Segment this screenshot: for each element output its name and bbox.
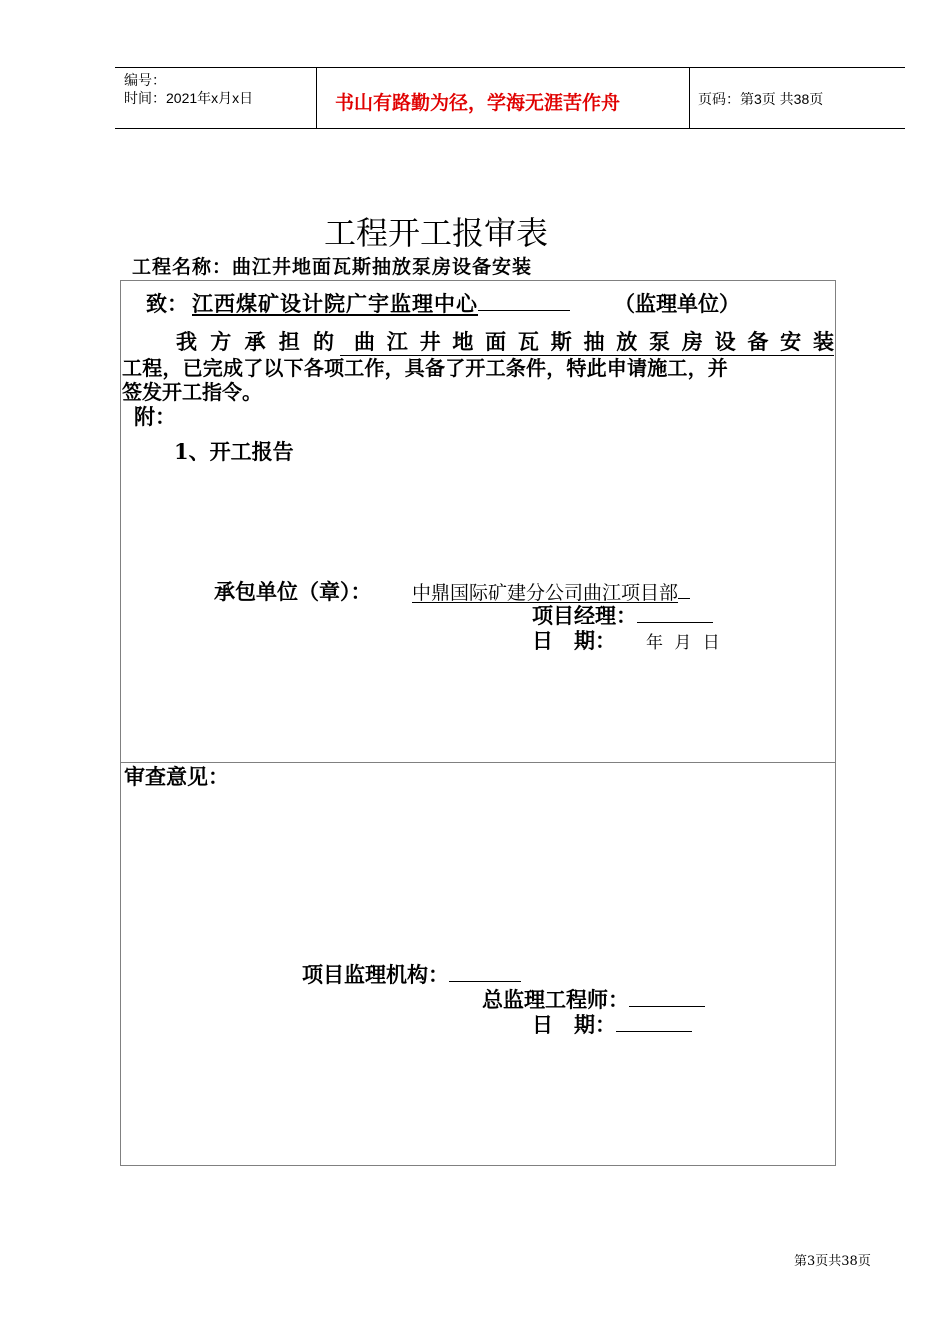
date2-blank <box>616 1013 692 1032</box>
body-char: 方 <box>210 329 232 354</box>
project-char: 泵 <box>649 329 671 354</box>
project-char: 设 <box>714 329 736 354</box>
date-label: 日 期： <box>532 628 616 653</box>
project-char: 安 <box>780 329 802 354</box>
attach-label: 附： <box>134 404 176 429</box>
header-divider-left <box>316 67 317 129</box>
header-bottom-rule <box>115 128 905 129</box>
date2-label-text: 日 期： <box>532 1012 616 1037</box>
body-line-1 <box>176 330 334 354</box>
review-label: 审查意见： <box>124 764 229 789</box>
supervision-label-text: 项目监理机构： <box>302 962 449 987</box>
body-char: 的 <box>313 329 334 354</box>
supervision-blank <box>449 963 521 982</box>
body-char: 承 <box>244 329 266 354</box>
date2-label <box>532 1013 692 1037</box>
chief-engineer-blank <box>629 988 705 1007</box>
to-value-underline <box>478 292 570 311</box>
pm-label <box>532 604 713 628</box>
header-top-rule <box>115 67 905 68</box>
project-char: 瓦 <box>517 329 539 354</box>
project-char: 面 <box>485 329 507 354</box>
chief-engineer-text: 总监理工程师： <box>482 987 629 1012</box>
pm-blank <box>637 604 713 623</box>
contractor-label: 承包单位（章）： <box>214 579 372 604</box>
to-value <box>192 292 570 316</box>
project-char: 放 <box>616 329 638 354</box>
attach-item: 1、开工报告 <box>174 439 294 464</box>
form-title: 工程开工报审表 <box>324 214 549 252</box>
body-line-3: 签发开工指令。 <box>122 380 262 404</box>
footer-page-number: 第3页共38页 <box>794 1254 871 1269</box>
pm-label-text: 项目经理： <box>532 603 637 628</box>
header-time-label: 时间：2021年x月x日 <box>124 90 254 106</box>
body-char: 担 <box>278 329 300 354</box>
project-char: 斯 <box>550 329 572 354</box>
project-char: 抽 <box>583 329 605 354</box>
contractor-value <box>412 580 690 605</box>
project-char: 地 <box>452 329 474 354</box>
body-line-2: 工程，已完成了以下各项工作，具备了开工条件，特此申请施工，并 <box>122 356 728 380</box>
header-serial-label: 编号： <box>124 72 166 88</box>
project-char: 井 <box>419 329 441 354</box>
body-char: 我 <box>176 329 197 354</box>
to-value-text: 江西煤矿设计院广宇监理中心 <box>192 291 478 316</box>
body-line-1-project <box>340 330 834 356</box>
header-motto: 书山有路勤为径，学海无涯苦作舟 <box>335 92 621 114</box>
project-char: 装 <box>812 329 834 354</box>
contractor-underline-tail <box>678 580 690 599</box>
project-char: 曲 <box>354 329 375 354</box>
to-suffix: （监理单位） <box>614 291 740 316</box>
contractor-value-text: 中鼎国际矿建分公司曲江项目部 <box>412 582 679 604</box>
supervision-label <box>302 963 521 987</box>
project-char: 房 <box>681 329 703 354</box>
project-char: 备 <box>747 329 769 354</box>
project-name: 工程名称：曲江井地面瓦斯抽放泵房设备安装 <box>132 256 533 278</box>
chief-engineer-label <box>482 988 705 1012</box>
project-char: 江 <box>386 329 408 354</box>
header-page-label: 页码：第3页 共38页 <box>698 91 824 107</box>
header-divider-right <box>689 67 690 129</box>
date-value: 年 月 日 <box>646 633 720 653</box>
to-label: 致： <box>146 291 188 316</box>
